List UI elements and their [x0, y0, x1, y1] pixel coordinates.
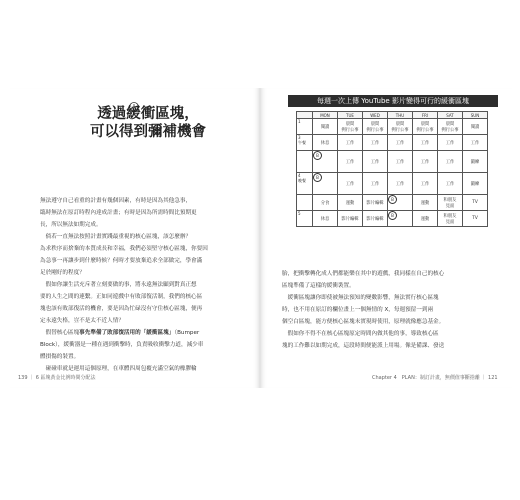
buffer-block-cell [313, 151, 338, 173]
table-row [297, 195, 488, 211]
text-run: 假替核心區塊 [40, 330, 80, 336]
schedule-cell: 休息 [313, 211, 338, 227]
text-line [40, 208, 240, 218]
text-run: 碰碰車就是運用這個原理，在車體四周包覆充滿空氣的橡膠輪 [40, 366, 197, 372]
schedule-cell: 工作 [338, 135, 363, 151]
text-run: 足於剛好的程度？ [40, 270, 85, 276]
text-line [40, 256, 240, 266]
table-row [297, 135, 488, 151]
time-label: 5 [297, 211, 313, 227]
text-line [40, 352, 240, 362]
schedule-cell: 影片編輯 [363, 195, 388, 211]
schedule-cell: 工作 [438, 173, 463, 195]
table-title: 每週一次上傳 YouTube 影片變得可行的緩衝區塊 [288, 95, 498, 107]
text-line: 假如你不得不在核心區塊原定時間內做其他的事，導致核心區 [282, 331, 439, 337]
text-line [40, 316, 240, 326]
schedule-cell: 工作 [338, 151, 363, 173]
text-run: 長，所以無法如期完成。 [40, 222, 102, 228]
day-header: SAT [438, 112, 463, 119]
text-line [40, 196, 240, 206]
text-line: 個空白區塊，能方便核心區塊未實現時使用，原理就像應急基金。 [282, 319, 445, 325]
text-line [40, 340, 240, 350]
buffer-block-cell [388, 211, 413, 227]
text-run: Block），緩衝器是一種在遇到衝擊時，負責吸收衝擊力道，減少車 [40, 342, 204, 348]
text-run: 塊也該有敗部復活的機會，要是因為忙碌沒有守住核心區塊，便再 [40, 306, 203, 312]
left-page [10, 88, 261, 388]
schedule-cell: 工作 [463, 135, 488, 151]
table-row [297, 211, 488, 227]
text-run: 要的人生之間的連繫。正如同遊戲中有敗部復活制，我們的核心區 [40, 294, 203, 300]
table-corner [297, 112, 313, 119]
schedule-cell: 工作 [388, 173, 413, 195]
schedule-cell: 工作 [413, 151, 438, 173]
text-line [40, 232, 240, 242]
buffer-block-cell [388, 195, 413, 211]
text-line [40, 268, 240, 278]
text-line: 胎，把衝擊轉化成人們都能樂在其中的遊戲，我同樣在自己的核心 [282, 271, 445, 277]
buffer-b-icon: B [388, 195, 397, 204]
schedule-cell: 晨間 例行公事 [363, 119, 388, 135]
schedule-cell: 和朋友 見面 [438, 211, 463, 227]
book-spread [10, 88, 512, 388]
text-run: 無法遵守自己看重的計畫有幾個因素，有時是因為其他急事， [40, 198, 192, 204]
schedule-cell: 鍛練 [463, 173, 488, 195]
schedule-cell: TV [463, 195, 488, 211]
text-run: 體損傷的裝置。 [40, 354, 80, 360]
schedule-cell: 工作 [413, 135, 438, 151]
schedule-cell: 工作 [363, 173, 388, 195]
schedule-cell: 運動 [413, 211, 438, 227]
time-label: 4 晚餐 [297, 173, 313, 195]
schedule-cell: 鍛練 [463, 151, 488, 173]
schedule-cell: 工作 [438, 151, 463, 173]
time-label: 1 [297, 119, 313, 135]
day-header: FRI [413, 112, 438, 119]
buffer-b-icon: B [388, 211, 397, 220]
buffer-b-icon: B [313, 151, 322, 160]
text-run: 臨時無法在原訂時程內達成計畫；有時是因為所需時間比預期更 [40, 210, 197, 216]
schedule-cell: 影片編輯 [363, 211, 388, 227]
text-line: 緩衝區塊讓你即使被無法預知的變數影響，無法實行核心區塊 [282, 295, 439, 301]
text-line [40, 220, 240, 230]
schedule-cell: 晨間 例行公事 [438, 119, 463, 135]
text-run: 定永遠失格，豈不是太不近人情？ [40, 318, 124, 324]
schedule-cell: 運動 [338, 195, 363, 211]
text-line [40, 280, 240, 290]
text-line [40, 364, 240, 374]
time-label [297, 151, 313, 173]
text-line: 區塊準備了這樣的緩衝裝置。 [282, 283, 355, 289]
day-header: TUE [338, 112, 363, 119]
schedule-cell: 工作 [338, 173, 363, 195]
schedule-cell: 工作 [363, 151, 388, 173]
day-header: THU [388, 112, 413, 119]
day-header: SUN [463, 112, 488, 119]
text-run: 假如你讓生活充斥著立刻要做的事，將永遠無法顧到對真正想 [40, 282, 197, 288]
schedule-cell: 工作 [413, 173, 438, 195]
day-header: WED [363, 112, 388, 119]
text-run: 為求秩序而捨棄的本質成長和幸福，我們必須堅守核心區塊，你要因 [40, 246, 208, 252]
text-line: 塊的工作難以如期完成，這段時間便能派上用場。像是備課、發送 [282, 343, 445, 349]
right-page [260, 88, 512, 388]
buffer-block-cell [313, 173, 338, 195]
section-title-line1: 透過緩衝區塊， [97, 106, 199, 122]
text-line [40, 328, 240, 338]
schedule-cell: 分食 [313, 195, 338, 211]
table-row [297, 119, 488, 135]
text-run: 倘若一直無法按照計畫實踐最重視的核心區塊，該怎麼辦？ [40, 234, 192, 240]
time-label [297, 195, 313, 211]
schedule-cell: TV [463, 211, 488, 227]
schedule-cell: 和朋友 見面 [438, 195, 463, 211]
text-run: 為急事一再讓步到什麼時候？何時才要放棄追求全部做完，學會滿 [40, 258, 203, 264]
schedule-cell: 工作 [388, 151, 413, 173]
schedule-cell: 影片編輯 [338, 211, 363, 227]
schedule-cell: 閱讀 [313, 119, 338, 135]
schedule-cell: 工作 [438, 135, 463, 151]
table-row [297, 151, 488, 173]
left-page-footer: 139 ｜ 6 區塊黃金比例時間分配法 [18, 375, 96, 381]
schedule-cell: 休息 [313, 135, 338, 151]
text-run: 事先準備了敗部復活用的「緩衝區塊」 [79, 330, 175, 336]
text-line [40, 244, 240, 254]
schedule-cell: 晨間 例行公事 [388, 119, 413, 135]
day-header: MON [313, 112, 338, 119]
time-label: 3 午餐 [297, 135, 313, 151]
schedule-cell: 工作 [388, 135, 413, 151]
table-row [297, 173, 488, 195]
section-title-line2: 可以得到彌補機會 [90, 124, 206, 140]
buffer-b-icon: B [313, 173, 322, 182]
text-run: （Bumper [174, 330, 200, 336]
text-line [40, 304, 240, 314]
text-line: 時，也不用在原訂的欄位畫上一個無情的 X，每週預留一到兩 [282, 307, 434, 313]
right-page-footer: Chapter 4 PLAN：制訂計畫，無價值事斷捨離 ｜ 121 [372, 375, 498, 381]
schedule-cell: 運動 [413, 195, 438, 211]
text-line [40, 292, 240, 302]
weekly-schedule-table [296, 111, 488, 227]
schedule-cell: 閱讀 [463, 119, 488, 135]
schedule-cell: 晨間 例行公事 [413, 119, 438, 135]
schedule-cell: 工作 [363, 135, 388, 151]
schedule-cell: 晨間 例行公事 [338, 119, 363, 135]
